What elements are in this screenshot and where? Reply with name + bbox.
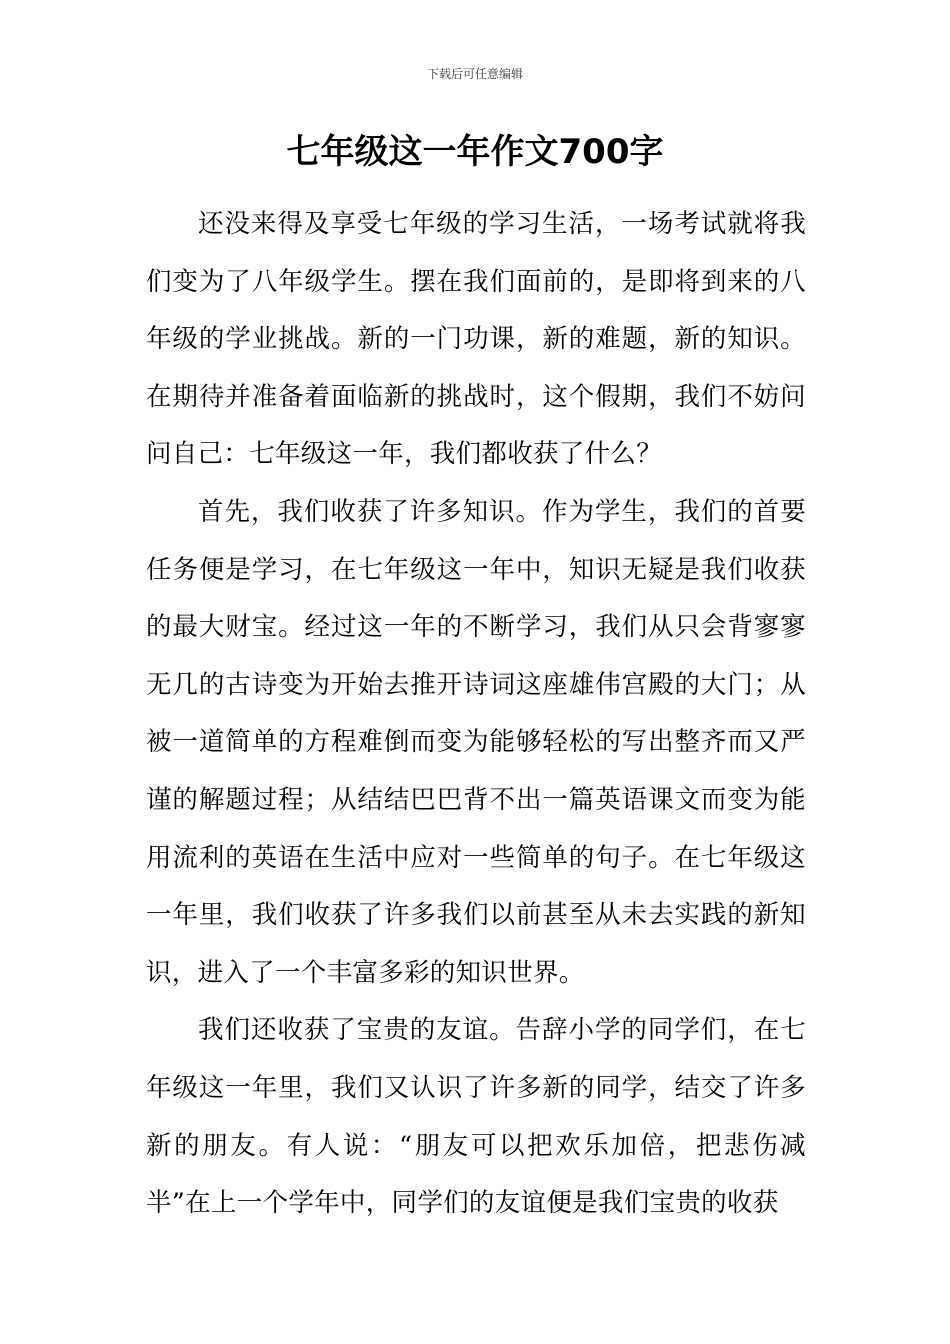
paragraph-1: 还没来得及享受七年级的学习生活，一场考试就将我们变为了八年级学生。摆在我们面前的，是即将到来的八年级的学业挑战。新的一门功课，新的难题，新的知识。在期待并准备着面临新的挑战时，这个假期，我们不妨问问自己：七年级这一年，我们都收获了什么？ bbox=[146, 209, 806, 470]
document-body bbox=[146, 196, 806, 1233]
document-title: 七年级这一年作文700字 bbox=[286, 132, 664, 172]
paragraph-2: 首先，我们收获了许多知识。作为学生，我们的首要任务便是学习，在七年级这一年中，知识无疑是我们收获的最大财宝。经过这一年的不断学习，我们从只会背寥寥无几的古诗变为开始去推开诗词这座雄伟宫殿的大门；从被一道简单的方程难倒而变为能够轻松的写出整齐而又严谨的解题过程；从结结巴巴背不出一篇英语课文而变为能用流利的英语在生活中应对一些简单的句子。在七年级这一年里，我们收获了许多我们以前甚至从未去实践的新知识，进入了一个丰富多彩的知识世界。 bbox=[146, 496, 806, 988]
paragraph-3: 我们还收获了宝贵的友谊。告辞小学的同学们，在七年级这一年里，我们又认识了许多新的同学，结交了许多新的朋友。有人说：“朋友可以把欢乐加倍，把悲伤减半”在上一个学年中，同学们的友谊便是我们宝贵的收获 bbox=[146, 1015, 806, 1219]
header-note: 下载后可任意编辑 bbox=[426, 67, 523, 81]
